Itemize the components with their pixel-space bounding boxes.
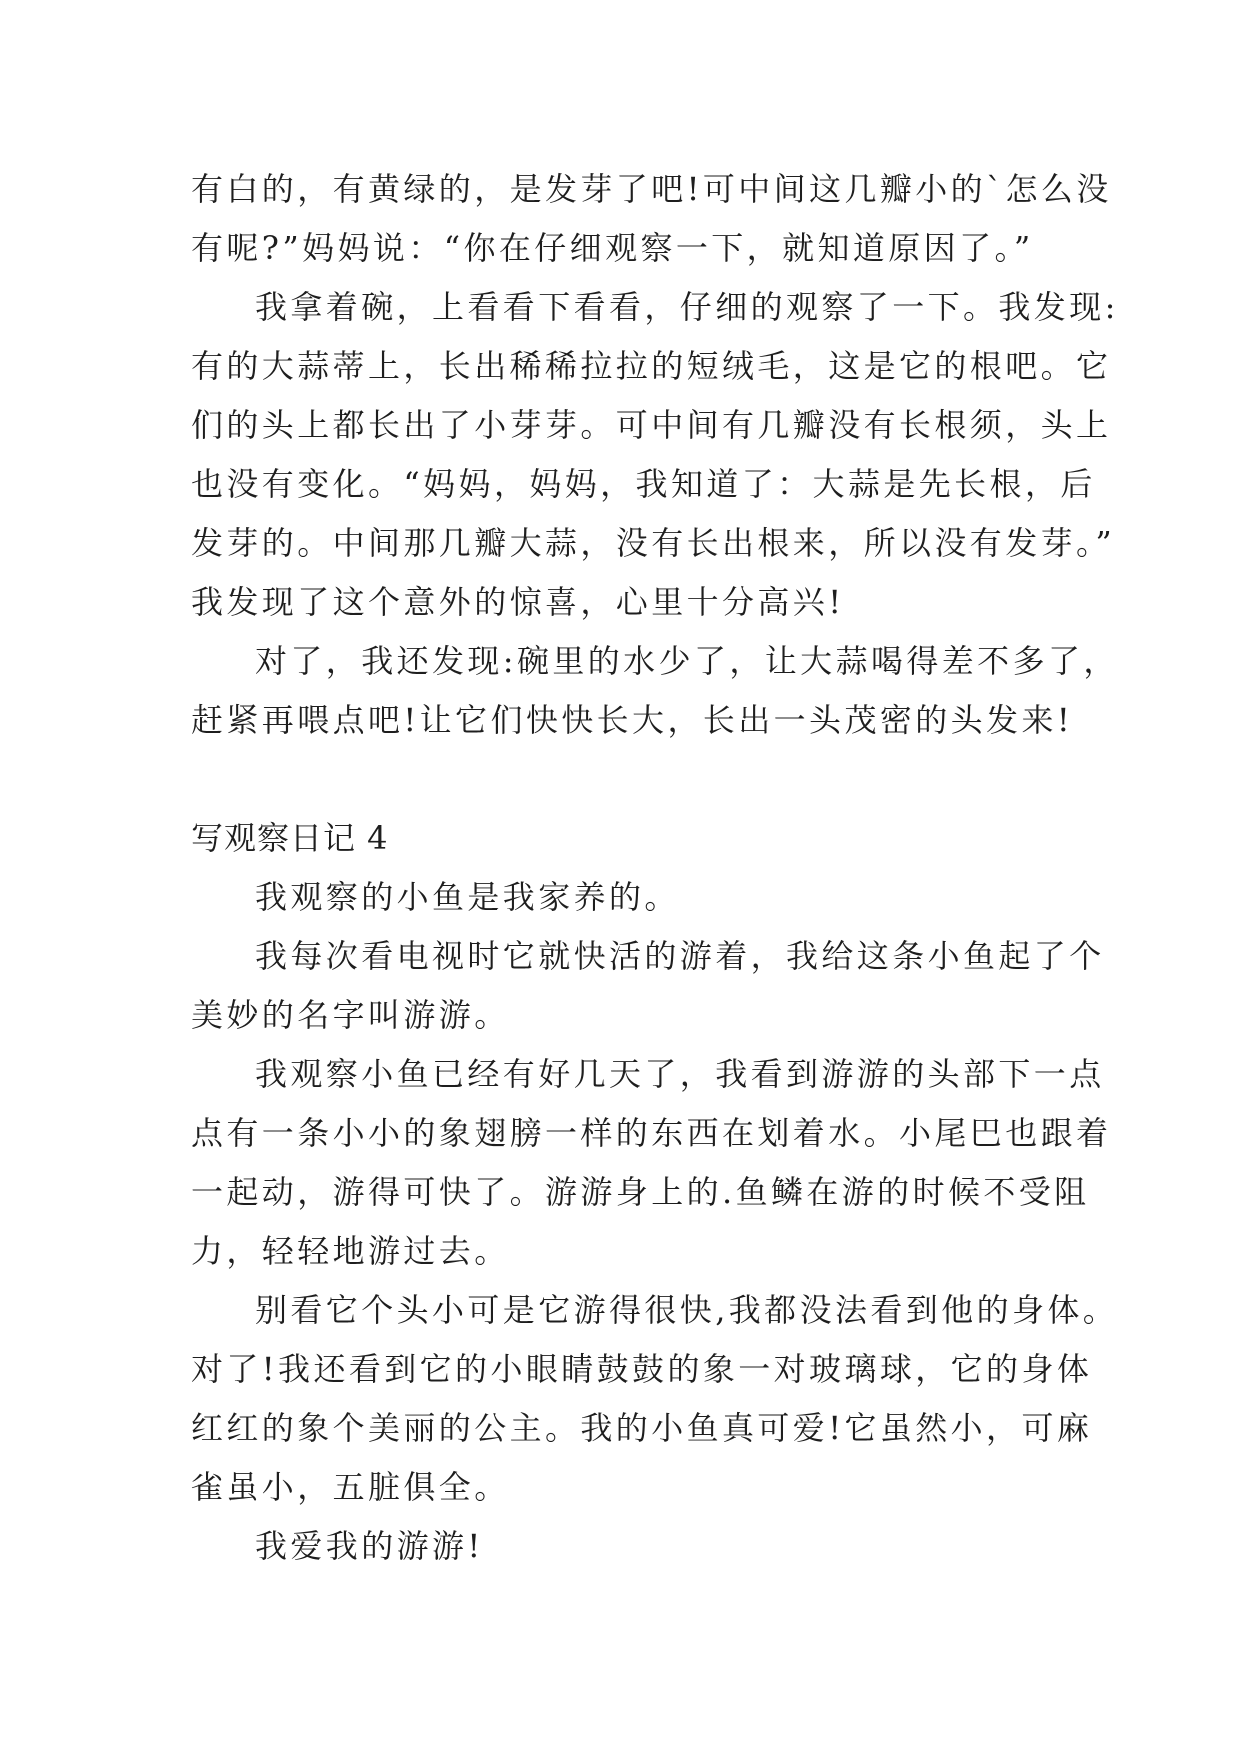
paragraph-line: 有呢?”妈妈说：“你在仔细观察一下，就知道原因了。” [191, 229, 1034, 267]
section-spacer [191, 750, 1051, 809]
paragraph-line: 对了!我还看到它的小眼睛鼓鼓的象一对玻璃球，它的身体 [191, 1350, 1093, 1388]
paragraph-line: 力，轻轻地游过去。 [191, 1232, 510, 1270]
paragraph-line: 赶紧再喂点吧!让它们快快长大，长出一头茂密的头发来! [191, 701, 1074, 739]
section-garlic-diary [191, 160, 1119, 750]
paragraph-line: 发芽的。中间那几瓣大蒜，没有长出根来，所以没有发芽。” [191, 524, 1116, 562]
paragraph-line: 别看它个头小可是它游得很快,我都没法看到他的身体。 [255, 1291, 1119, 1329]
paragraph-line: 有白的，有黄绿的，是发芽了吧!可中间这几瓣小的`怎么没 [191, 170, 1112, 208]
document-page [191, 160, 1119, 1576]
paragraph-line: 我爱我的游游! [255, 1527, 484, 1565]
paragraph-line: 红红的象个美丽的公主。我的小鱼真可爱!它虽然小，可麻 [191, 1409, 1093, 1447]
paragraph-line: 我观察的小鱼是我家养的。 [255, 878, 680, 916]
paragraph-line: 们的头上都长出了小芽芽。可中间有几瓣没有长根须，头上 [191, 406, 1112, 444]
paragraph-line: 我每次看电视时它就快活的游着，我给这条小鱼起了个 [255, 937, 1105, 975]
paragraph-line: 我发现了这个意外的惊喜，心里十分高兴! [191, 583, 845, 621]
paragraph-line: 美妙的名字叫游游。 [191, 996, 510, 1034]
paragraph-line: 一起动，游得可快了。游游身上的.鱼鳞在游的时候不受阻 [191, 1173, 1090, 1211]
section-title: 写观察日记 4 [191, 819, 389, 857]
paragraph-line: 雀虽小，五脏俱全。 [191, 1468, 510, 1506]
paragraph-line: 有的大蒜蒂上，长出稀稀拉拉的短绒毛，这是它的根吧。它 [191, 347, 1112, 385]
paragraph-line: 也没有变化。“妈妈，妈妈，我知道了：大蒜是先长根，后 [191, 465, 1096, 503]
paragraph-line: 我拿着碗，上看看下看看，仔细的观察了一下。我发现: [255, 288, 1119, 326]
paragraph-line: 我观察小鱼已经有好几天了，我看到游游的头部下一点 [255, 1055, 1105, 1093]
paragraph-line: 点有一条小小的象翅膀一样的东西在划着水。小尾巴也跟着 [191, 1114, 1112, 1152]
section-fish-diary [191, 809, 1119, 1576]
paragraph-line: 对了，我还发现:碗里的水少了，让大蒜喝得差不多了， [255, 642, 1119, 680]
